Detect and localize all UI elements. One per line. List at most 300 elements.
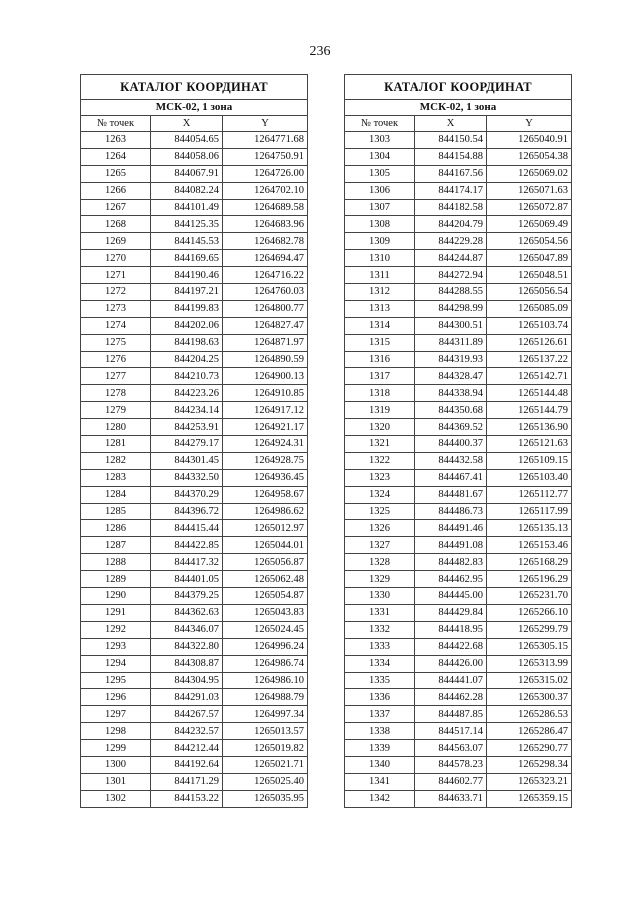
y-coordinate-cell: 1265071.63 [487,182,572,199]
x-coordinate-cell: 844338.94 [415,385,487,402]
x-coordinate-cell: 844491.08 [415,537,487,554]
table-row [345,486,572,503]
point-number-cell: 1330 [345,588,415,605]
point-number-cell: 1286 [81,520,151,537]
y-coordinate-cell: 1264890.59 [223,351,308,368]
x-coordinate-cell: 844563.07 [415,740,487,757]
table-row [81,216,308,233]
table-row [81,300,308,317]
y-coordinate-cell: 1264988.79 [223,689,308,706]
point-number-cell: 1323 [345,469,415,486]
y-coordinate-cell: 1265135.13 [487,520,572,537]
y-coordinate-cell: 1264750.91 [223,148,308,165]
x-coordinate-cell: 844197.21 [151,284,223,301]
point-number-cell: 1270 [81,250,151,267]
column-header-y: Y [223,116,308,132]
x-coordinate-cell: 844150.54 [415,132,487,149]
x-coordinate-cell: 844223.26 [151,385,223,402]
y-coordinate-cell: 1265035.95 [223,790,308,807]
x-coordinate-cell: 844190.46 [151,267,223,284]
coordinate-rows [81,132,308,808]
point-number-cell: 1308 [345,216,415,233]
table-row [81,233,308,250]
y-coordinate-cell: 1265013.57 [223,723,308,740]
y-coordinate-cell: 1264997.34 [223,706,308,723]
y-coordinate-cell: 1265040.91 [487,132,572,149]
y-coordinate-cell: 1264702.10 [223,182,308,199]
x-coordinate-cell: 844054.65 [151,132,223,149]
point-number-cell: 1312 [345,284,415,301]
y-coordinate-cell: 1265043.83 [223,604,308,621]
table-row [81,520,308,537]
point-number-cell: 1326 [345,520,415,537]
table-row [345,199,572,216]
table-row [345,250,572,267]
table-row [81,148,308,165]
y-coordinate-cell: 1265300.37 [487,689,572,706]
y-coordinate-cell: 1265021.71 [223,756,308,773]
point-number-cell: 1342 [345,790,415,807]
x-coordinate-cell: 844311.89 [415,334,487,351]
y-coordinate-cell: 1265323.21 [487,773,572,790]
x-coordinate-cell: 844125.35 [151,216,223,233]
point-number-cell: 1288 [81,554,151,571]
x-coordinate-cell: 844067.91 [151,165,223,182]
point-number-cell: 1274 [81,317,151,334]
table-row [81,723,308,740]
point-number-cell: 1268 [81,216,151,233]
page-number: 236 [309,44,331,59]
y-coordinate-cell: 1264936.45 [223,469,308,486]
point-number-cell: 1304 [345,148,415,165]
point-number-cell: 1273 [81,300,151,317]
table-row [345,267,572,284]
x-coordinate-cell: 844267.57 [151,706,223,723]
y-coordinate-cell: 1264689.58 [223,199,308,216]
table-row [81,368,308,385]
table-row [81,132,308,149]
table-row [345,216,572,233]
point-number-cell: 1303 [345,132,415,149]
point-number-cell: 1317 [345,368,415,385]
x-coordinate-cell: 844174.17 [415,182,487,199]
table-row [81,250,308,267]
x-coordinate-cell: 844244.87 [415,250,487,267]
x-coordinate-cell: 844491.46 [415,520,487,537]
x-coordinate-cell: 844198.63 [151,334,223,351]
x-coordinate-cell: 844199.83 [151,300,223,317]
table-row [345,368,572,385]
table-row [81,199,308,216]
table-row [81,385,308,402]
x-coordinate-cell: 844145.53 [151,233,223,250]
x-coordinate-cell: 844171.29 [151,773,223,790]
y-coordinate-cell: 1265126.61 [487,334,572,351]
x-coordinate-cell: 844210.73 [151,368,223,385]
x-coordinate-cell: 844058.06 [151,148,223,165]
point-number-cell: 1298 [81,723,151,740]
y-coordinate-cell: 1265305.15 [487,638,572,655]
y-coordinate-cell: 1265054.56 [487,233,572,250]
column-header-x: X [415,116,487,132]
point-number-cell: 1272 [81,284,151,301]
x-coordinate-cell: 844346.07 [151,621,223,638]
x-coordinate-cell: 844401.05 [151,571,223,588]
y-coordinate-cell: 1264694.47 [223,250,308,267]
x-coordinate-cell: 844169.65 [151,250,223,267]
x-coordinate-cell: 844350.68 [415,402,487,419]
x-coordinate-cell: 844369.52 [415,419,487,436]
point-number-cell: 1297 [81,706,151,723]
zone-label: МСК-02, 1 зона [345,100,572,116]
table-row [81,655,308,672]
x-coordinate-cell: 844482.83 [415,554,487,571]
point-number-cell: 1305 [345,165,415,182]
table-row [81,469,308,486]
point-number-cell: 1316 [345,351,415,368]
y-coordinate-cell: 1264771.68 [223,132,308,149]
point-number-cell: 1311 [345,267,415,284]
y-coordinate-cell: 1264928.75 [223,452,308,469]
y-coordinate-cell: 1265144.48 [487,385,572,402]
point-number-cell: 1309 [345,233,415,250]
point-number-cell: 1284 [81,486,151,503]
point-number-cell: 1276 [81,351,151,368]
y-coordinate-cell: 1264900.13 [223,368,308,385]
x-coordinate-cell: 844101.49 [151,199,223,216]
table-row [345,402,572,419]
x-coordinate-cell: 844328.47 [415,368,487,385]
x-coordinate-cell: 844481.67 [415,486,487,503]
column-header-x: X [151,116,223,132]
point-number-cell: 1265 [81,165,151,182]
table-row [345,588,572,605]
y-coordinate-cell: 1265103.40 [487,469,572,486]
x-coordinate-cell: 844304.95 [151,672,223,689]
y-coordinate-cell: 1264910.85 [223,385,308,402]
y-coordinate-cell: 1265359.15 [487,790,572,807]
table-row [81,419,308,436]
y-coordinate-cell: 1264716.22 [223,267,308,284]
point-number-cell: 1331 [345,604,415,621]
point-number-cell: 1328 [345,554,415,571]
point-number-cell: 1320 [345,419,415,436]
y-coordinate-cell: 1265290.77 [487,740,572,757]
point-number-cell: 1271 [81,267,151,284]
y-coordinate-cell: 1265012.97 [223,520,308,537]
table-row [81,267,308,284]
table-row [345,790,572,807]
y-coordinate-cell: 1265136.90 [487,419,572,436]
point-number-cell: 1341 [345,773,415,790]
table-row [345,419,572,436]
table-row [81,452,308,469]
x-coordinate-cell: 844291.03 [151,689,223,706]
table-row [345,773,572,790]
y-coordinate-cell: 1265144.79 [487,402,572,419]
table-row [81,790,308,807]
table-row [345,436,572,453]
table-row [345,706,572,723]
point-number-cell: 1302 [81,790,151,807]
point-number-cell: 1290 [81,588,151,605]
table-row [81,165,308,182]
y-coordinate-cell: 1264800.77 [223,300,308,317]
table-row [345,689,572,706]
table-row [81,756,308,773]
y-coordinate-cell: 1264958.67 [223,486,308,503]
x-coordinate-cell: 844602.77 [415,773,487,790]
y-coordinate-cell: 1265121.63 [487,436,572,453]
table-row [345,723,572,740]
point-number-cell: 1278 [81,385,151,402]
x-coordinate-cell: 844426.00 [415,655,487,672]
table-row [81,436,308,453]
y-coordinate-cell: 1265056.87 [223,554,308,571]
x-coordinate-cell: 844417.32 [151,554,223,571]
x-coordinate-cell: 844301.45 [151,452,223,469]
x-coordinate-cell: 844332.50 [151,469,223,486]
y-coordinate-cell: 1265072.87 [487,199,572,216]
x-coordinate-cell: 844462.95 [415,571,487,588]
table-row [81,334,308,351]
point-number-cell: 1319 [345,402,415,419]
y-coordinate-cell: 1264683.96 [223,216,308,233]
y-coordinate-cell: 1264827.47 [223,317,308,334]
y-coordinate-cell: 1264921.17 [223,419,308,436]
x-coordinate-cell: 844253.91 [151,419,223,436]
x-coordinate-cell: 844362.63 [151,604,223,621]
y-coordinate-cell: 1264871.97 [223,334,308,351]
table-row [345,756,572,773]
y-coordinate-cell: 1265315.02 [487,672,572,689]
x-coordinate-cell: 844229.28 [415,233,487,250]
point-number-cell: 1336 [345,689,415,706]
point-number-cell: 1295 [81,672,151,689]
y-coordinate-cell: 1265313.99 [487,655,572,672]
table-row [345,385,572,402]
table-row [81,740,308,757]
table-row [345,655,572,672]
coordinate-catalog-right [344,74,572,808]
table-row [345,621,572,638]
y-coordinate-cell: 1265266.10 [487,604,572,621]
table-row [81,503,308,520]
y-coordinate-cell: 1265047.89 [487,250,572,267]
y-coordinate-cell: 1265044.01 [223,537,308,554]
table-row [345,672,572,689]
x-coordinate-cell: 844487.85 [415,706,487,723]
table-row [345,469,572,486]
table-row [81,486,308,503]
table-row [81,284,308,301]
point-number-cell: 1325 [345,503,415,520]
y-coordinate-cell: 1265054.38 [487,148,572,165]
y-coordinate-cell: 1265137.22 [487,351,572,368]
y-coordinate-cell: 1264986.74 [223,655,308,672]
point-number-cell: 1277 [81,368,151,385]
y-coordinate-cell: 1264924.31 [223,436,308,453]
table-row [345,571,572,588]
table-row [345,317,572,334]
point-number-cell: 1322 [345,452,415,469]
point-number-cell: 1281 [81,436,151,453]
y-coordinate-cell: 1265231.70 [487,588,572,605]
table-row [345,638,572,655]
coordinate-rows [345,132,572,808]
x-coordinate-cell: 844154.88 [415,148,487,165]
x-coordinate-cell: 844517.14 [415,723,487,740]
point-number-cell: 1313 [345,300,415,317]
coordinate-catalog-left [80,74,308,808]
x-coordinate-cell: 844082.24 [151,182,223,199]
y-coordinate-cell: 1265103.74 [487,317,572,334]
point-number-cell: 1296 [81,689,151,706]
y-coordinate-cell: 1264917.12 [223,402,308,419]
point-number-cell: 1264 [81,148,151,165]
y-coordinate-cell: 1265048.51 [487,267,572,284]
table-row [81,672,308,689]
y-coordinate-cell: 1265069.49 [487,216,572,233]
table-row [345,452,572,469]
point-number-cell: 1292 [81,621,151,638]
y-coordinate-cell: 1265153.46 [487,537,572,554]
point-number-cell: 1335 [345,672,415,689]
y-coordinate-cell: 1265196.29 [487,571,572,588]
y-coordinate-cell: 1265056.54 [487,284,572,301]
x-coordinate-cell: 844319.93 [415,351,487,368]
x-coordinate-cell: 844462.28 [415,689,487,706]
x-coordinate-cell: 844441.07 [415,672,487,689]
x-coordinate-cell: 844400.37 [415,436,487,453]
x-coordinate-cell: 844212.44 [151,740,223,757]
table-row [345,132,572,149]
table-row [345,233,572,250]
column-header-point: № точек [81,116,151,132]
y-coordinate-cell: 1265025.40 [223,773,308,790]
y-coordinate-cell: 1265069.02 [487,165,572,182]
point-number-cell: 1263 [81,132,151,149]
x-coordinate-cell: 844272.94 [415,267,487,284]
table-row [345,165,572,182]
x-coordinate-cell: 844467.41 [415,469,487,486]
point-number-cell: 1340 [345,756,415,773]
point-number-cell: 1291 [81,604,151,621]
x-coordinate-cell: 844204.79 [415,216,487,233]
x-coordinate-cell: 844418.95 [415,621,487,638]
y-coordinate-cell: 1264996.24 [223,638,308,655]
y-coordinate-cell: 1265117.99 [487,503,572,520]
point-number-cell: 1318 [345,385,415,402]
point-number-cell: 1289 [81,571,151,588]
table-row [81,182,308,199]
table-row [345,148,572,165]
x-coordinate-cell: 844415.44 [151,520,223,537]
table-row [81,773,308,790]
x-coordinate-cell: 844308.87 [151,655,223,672]
x-coordinate-cell: 844370.29 [151,486,223,503]
point-number-cell: 1266 [81,182,151,199]
point-number-cell: 1307 [345,199,415,216]
x-coordinate-cell: 844322.80 [151,638,223,655]
table-row [81,571,308,588]
column-header-point: № точек [345,116,415,132]
x-coordinate-cell: 844429.84 [415,604,487,621]
point-number-cell: 1332 [345,621,415,638]
y-coordinate-cell: 1265109.15 [487,452,572,469]
x-coordinate-cell: 844232.57 [151,723,223,740]
x-coordinate-cell: 844298.99 [415,300,487,317]
table-row [81,588,308,605]
point-number-cell: 1283 [81,469,151,486]
y-coordinate-cell: 1265286.47 [487,723,572,740]
table-row [81,351,308,368]
y-coordinate-cell: 1264726.00 [223,165,308,182]
point-number-cell: 1306 [345,182,415,199]
table-row [81,706,308,723]
x-coordinate-cell: 844182.58 [415,199,487,216]
table-row [345,351,572,368]
x-coordinate-cell: 844422.68 [415,638,487,655]
table-row [81,604,308,621]
table-row [345,740,572,757]
column-header-y: Y [487,116,572,132]
point-number-cell: 1301 [81,773,151,790]
x-coordinate-cell: 844153.22 [151,790,223,807]
point-number-cell: 1324 [345,486,415,503]
point-number-cell: 1338 [345,723,415,740]
point-number-cell: 1334 [345,655,415,672]
x-coordinate-cell: 844486.73 [415,503,487,520]
table-row [81,402,308,419]
x-coordinate-cell: 844234.14 [151,402,223,419]
point-number-cell: 1280 [81,419,151,436]
point-number-cell: 1287 [81,537,151,554]
catalog-title: КАТАЛОГ КООРДИНАТ [345,75,572,100]
point-number-cell: 1329 [345,571,415,588]
point-number-cell: 1269 [81,233,151,250]
table-row [345,334,572,351]
y-coordinate-cell: 1265024.45 [223,621,308,638]
x-coordinate-cell: 844202.06 [151,317,223,334]
x-coordinate-cell: 844288.55 [415,284,487,301]
table-row [81,689,308,706]
x-coordinate-cell: 844445.00 [415,588,487,605]
point-number-cell: 1275 [81,334,151,351]
y-coordinate-cell: 1265299.79 [487,621,572,638]
point-number-cell: 1327 [345,537,415,554]
x-coordinate-cell: 844396.72 [151,503,223,520]
point-number-cell: 1299 [81,740,151,757]
y-coordinate-cell: 1265286.53 [487,706,572,723]
table-row [345,300,572,317]
y-coordinate-cell: 1264986.62 [223,503,308,520]
table-row [345,182,572,199]
y-coordinate-cell: 1265054.87 [223,588,308,605]
x-coordinate-cell: 844422.85 [151,537,223,554]
x-coordinate-cell: 844192.64 [151,756,223,773]
point-number-cell: 1279 [81,402,151,419]
table-row [345,554,572,571]
point-number-cell: 1294 [81,655,151,672]
point-number-cell: 1337 [345,706,415,723]
x-coordinate-cell: 844279.17 [151,436,223,453]
x-coordinate-cell: 844432.58 [415,452,487,469]
table-row [345,520,572,537]
y-coordinate-cell: 1265142.71 [487,368,572,385]
catalog-title: КАТАЛОГ КООРДИНАТ [81,75,308,100]
y-coordinate-cell: 1265019.82 [223,740,308,757]
